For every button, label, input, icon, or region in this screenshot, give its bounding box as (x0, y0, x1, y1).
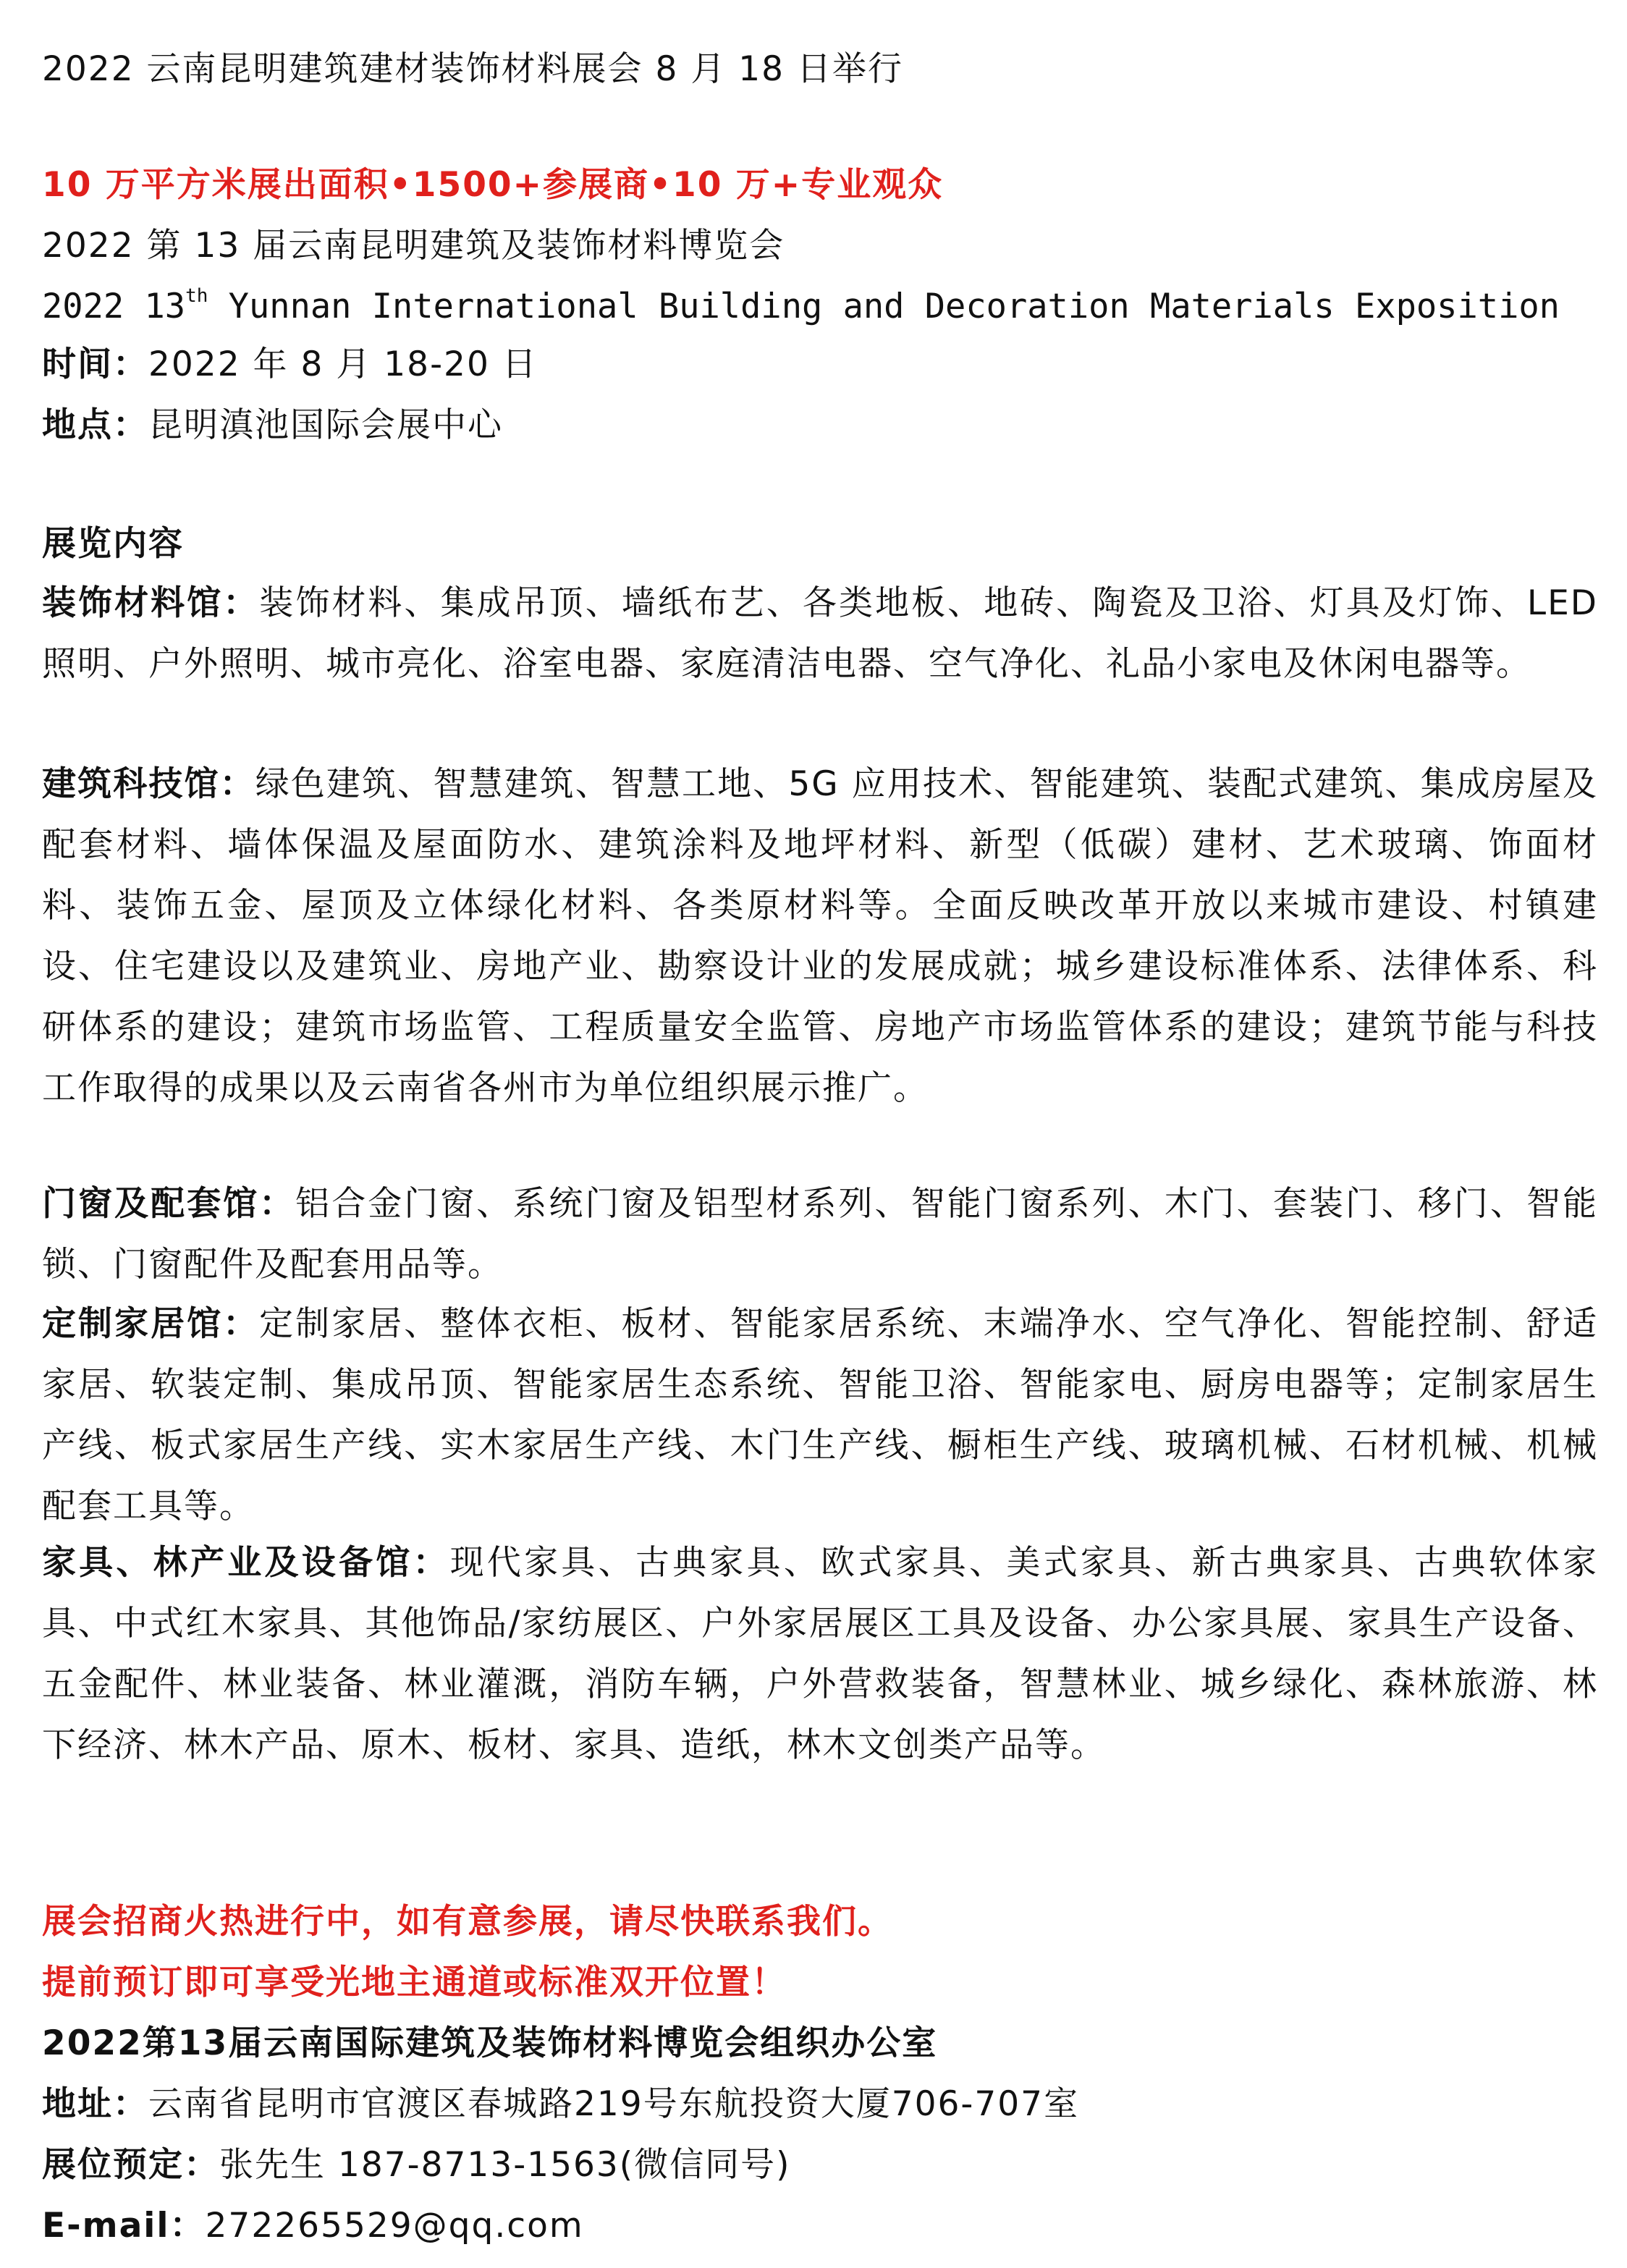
page-headline: 2022 云南昆明建筑建材装饰材料展会 8 月 18 日举行 (42, 49, 904, 89)
expo-name-cn: 2022 第 13 届云南昆明建筑及装饰材料博览会 (42, 226, 785, 266)
booking-label: 展位预定： (42, 2145, 219, 2185)
expo-venue (42, 395, 1598, 456)
expo-venue-label: 地点： (42, 405, 148, 445)
section-title: 展览内容 (42, 524, 184, 564)
hall-name: 家具、林产业及设备馆： (42, 1543, 450, 1583)
hall-desc: 装饰材料、集成吊顶、墙纸布艺、各类地板、地砖、陶瓷及卫浴、灯具及灯饰、LED 照明、户外照明、城市亮化、浴室电器、家庭清洁电器、空气净化、礼品小家电及休闲电器等。 (42, 583, 1598, 684)
callout-line-1: 展会招商火热进行中，如有意参展，请尽快联系我们。 (42, 1902, 893, 1942)
email-link[interactable]: 272265529@qq.com (205, 2206, 584, 2246)
hall-name: 建筑科技馆： (42, 764, 255, 804)
booking-value: 张先生 187-8713-1563(微信同号) (219, 2145, 791, 2185)
email-label: E-mail： (42, 2206, 206, 2246)
hall-furniture-forestry (42, 1533, 1598, 1776)
expo-name-en-prefix: 2022 13 (42, 287, 186, 326)
expo-name-en-sup: th (185, 285, 208, 307)
hall-desc: 现代家具、古典家具、欧式家具、美式家具、新古典家具、古典软体家具、中式红木家具、其他饰品/家纺展区、户外家居展区工具及设备、办公家具展、家具生产设备、五金配件、林业装备、林业灌溉，消防车辆，户外营救装备，智慧林业、城乡绿化、森林旅游、林下经济、林木产品、原木、板材、家具、造纸，林木文创类产品等。 (42, 1543, 1599, 1765)
callout-line-2: 提前预订即可享受光地主通道或标准双开位置！ (42, 1963, 787, 2002)
hall-doors-windows (42, 1174, 1598, 1295)
hall-decor (42, 573, 1598, 695)
expo-time-value: 2022 年 8 月 18-20 日 (148, 344, 538, 384)
hall-desc: 绿色建筑、智慧建筑、智慧工地、5G 应用技术、智能建筑、装配式建筑、集成房屋及配套材料、墙体保温及屋面防水、建筑涂料及地坪材料、新型（低碳）建材、艺术玻璃、饰面材料、装饰五金、屋顶及立体绿化材料、各类原材料等。全面反映改革开放以来城市建设、村镇建设、住宅建设以及建筑业、房地产业、勘察设计业的发展成就；城乡建设标准体系、法律体系、科研体系的建设；建筑市场监管、工程质量安全监管、房地产市场监管体系的建设；建筑节能与科技工作取得的成果以及云南省各州市为单位组织展示推广。 (42, 764, 1599, 1108)
hall-name: 定制家居馆： (42, 1304, 260, 1344)
contact-address (42, 2074, 1598, 2135)
address-label: 地址： (42, 2084, 148, 2124)
expo-time-label: 时间： (42, 344, 148, 384)
highlight-tagline: 10 万平方米展出面积•1500+参展商•10 万+专业观众 (42, 165, 944, 205)
hall-desc: 铝合金门窗、系统门窗及铝型材系列、智能门窗系列、木门、套装门、移门、智能锁、门窗配件及配套用品等。 (42, 1184, 1599, 1285)
expo-name-en (42, 276, 1598, 337)
contact-booking (42, 2135, 1598, 2196)
address-value: 云南省昆明市官渡区春城路219号东航投资大厦706-707室 (148, 2084, 1080, 2124)
hall-desc: 定制家居、整体衣柜、板材、智能家居系统、末端净水、空气净化、智能控制、舒适家居、软装定制、集成吊顶、智能家居生态系统、智能卫浴、智能家电、厨房电器等；定制家居生产线、板式家居生产线、实木家居生产线、木门生产线、橱柜生产线、玻璃机械、石材机械、机械配套工具等。 (42, 1304, 1599, 1526)
expo-name-en-rest: Yunnan International Building and Decoration Materials Exposition (208, 287, 1560, 326)
hall-name: 门窗及配套馆： (42, 1184, 296, 1224)
hall-building-tech (42, 754, 1598, 1119)
expo-time (42, 334, 1598, 395)
hall-custom-home (42, 1294, 1598, 1537)
contact-email (42, 2196, 1598, 2256)
expo-venue-value: 昆明滇池国际会展中心 (148, 405, 503, 445)
hall-name: 装饰材料馆： (42, 583, 260, 623)
organizer-office: 2022第13届云南国际建筑及装饰材料博览会组织办公室 (42, 2023, 938, 2063)
